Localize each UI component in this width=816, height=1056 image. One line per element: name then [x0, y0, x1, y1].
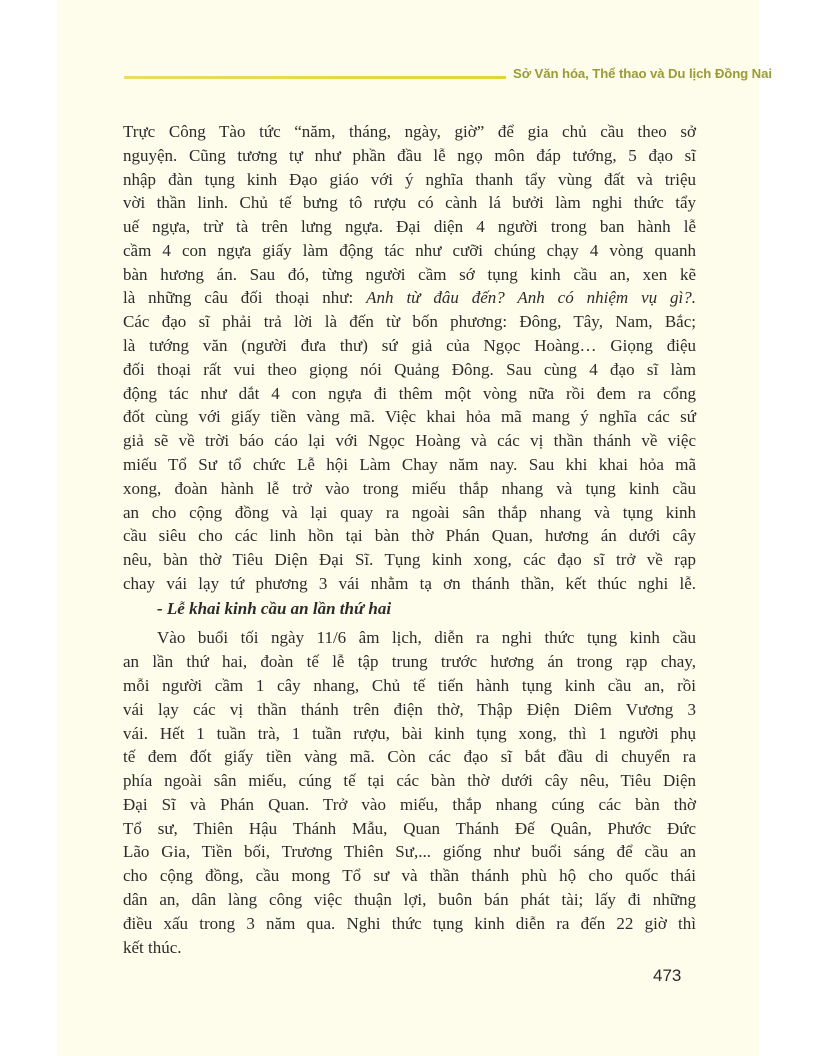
header-rule [124, 76, 506, 79]
text-line: vái. Hết 1 tuần trà, 1 tuần rượu, bài kinh tụng xong, thì 1 người phụ [123, 723, 696, 743]
text-line: Các đạo sĩ phải trả lời là đến từ bốn phương: Đông, Tây, Nam, Bắc; [123, 312, 696, 332]
text-line: phía ngoài sân miếu, cúng tế tại các bàn thờ dưới cây nêu, Tiêu Diện [123, 771, 696, 791]
text-line: cầm 4 con ngựa giấy làm động tác như cưỡi chúng chạy 4 vòng quanh [123, 240, 696, 260]
text-line: uế ngựa, trừ tà trên lưng ngựa. Đại diện 4 người trong ban hành lễ [123, 217, 696, 237]
page-number: 473 [653, 966, 682, 985]
text-line: điều xấu trong 3 năm qua. Nghi thức tụng kinh diễn ra đến 22 giờ thì [123, 913, 696, 933]
text-line: là tướng văn (người đưa thư) sứ giả của Ngọc Hoàng… Giọng điệu [123, 336, 696, 356]
text-line: Đại Sĩ và Phán Quan. Trở vào miếu, thắp nhang cúng các bàn thờ [123, 794, 696, 814]
text-line: tế đem đốt giấy tiền vàng mã. Còn các đạo sĩ bắt đầu di chuyển ra [123, 747, 696, 767]
text-run: là những câu đối thoại như: [123, 288, 367, 308]
text-line: vái lạy các vị thần thánh trên điện thờ, Thập Điện Diêm Vương 3 [123, 699, 696, 719]
text-line [123, 286, 696, 310]
section-heading: - Lễ khai kinh cầu an lần thứ hai [157, 598, 392, 618]
text-line: vời thần linh. Chủ tế bưng tô rượu có cành lá bưởi làm nghi thức tẩy [123, 193, 696, 213]
text-line: giả sẽ về trời báo cáo lại với Ngọc Hoàng và các vị thần thánh về việc [123, 431, 696, 451]
body-text [123, 120, 696, 959]
text-line: an lần thứ hai, đoàn tế lễ tập trung trước hương án trong rạp chay, [123, 652, 696, 672]
book-page [57, 0, 772, 1056]
text-line: Tổ sư, Thiên Hậu Thánh Mẫu, Quan Thánh Đế Quân, Phước Đức [123, 818, 696, 838]
text-line: bàn hương án. Sau đó, từng người cầm sớ tụng kinh cầu an, xen kẽ [123, 264, 696, 284]
text-line: mỗi người cầm 1 cây nhang, Chủ tế tiến hành tụng kinh cầu an, rồi [123, 675, 696, 695]
text-line: Vào buổi tối ngày 11/6 âm lịch, diễn ra nghi thức tụng kinh cầu [157, 628, 696, 648]
text-line: xong, đoàn hành lễ trở vào trong miếu thắp nhang và tụng kinh cầu [123, 478, 696, 498]
text-line: nêu, bàn thờ Tiêu Diện Đại Sĩ. Tụng kinh xong, các đạo sĩ trở về rạp [123, 550, 696, 570]
text-line: cho cộng đồng, cầu mong Tổ sư và thần thánh phù hộ cho quốc thái [123, 866, 696, 886]
text-line: miếu Tổ Sư tổ chức Lễ hội Làm Chay năm nay. Sau khi khai hỏa mã [123, 454, 696, 474]
text-line: cầu siêu cho các linh hồn tại bàn thờ Phán Quan, hương án dưới cây [123, 526, 696, 546]
running-header: Sở Văn hóa, Thể thao và Du lịch Đồng Nai [513, 66, 772, 81]
text-line: động tác như dắt 4 con ngựa đi thêm một vòng nữa rồi đem ra cổng [123, 383, 696, 403]
italic-question: Anh từ đâu đến? Anh có nhiệm vụ gì?. [366, 288, 696, 308]
text-line: an cho cộng đồng và lại quay ra ngoài sân thắp nhang và tụng kinh [123, 502, 696, 522]
text-line: Trực Công Tào tức “năm, tháng, ngày, giờ” để gia chủ cầu theo sở [123, 122, 696, 141]
text-line: chay vái lạy tứ phương 3 vái nhằm tạ ơn thánh thần, kết thúc nghi lễ. [123, 573, 696, 593]
text-line: nhập đàn tụng kinh Đạo giáo với ý nghĩa thanh tẩy vùng đất và triệu [123, 169, 696, 189]
text-line: kết thúc. [123, 937, 182, 957]
text-line: nguyện. Cũng tương tự như phần đầu lễ ngọ môn đáp tướng, 5 đạo sĩ [123, 145, 696, 165]
text-line: dân an, dân làng công việc thuận lợi, buôn bán phát tài; lấy đi những [123, 890, 696, 909]
text-line: Lão Gia, Tiền bối, Trương Thiên Sư,... giống như buổi sáng để cầu an [123, 842, 696, 862]
text-line: đốt cùng với giấy tiền vàng mã. Việc khai hỏa mã mang ý nghĩa các sứ [123, 407, 696, 427]
text-line: đối thoại rất vui theo giọng nói Quảng Đông. Sau cùng 4 đạo sĩ làm [123, 359, 696, 379]
